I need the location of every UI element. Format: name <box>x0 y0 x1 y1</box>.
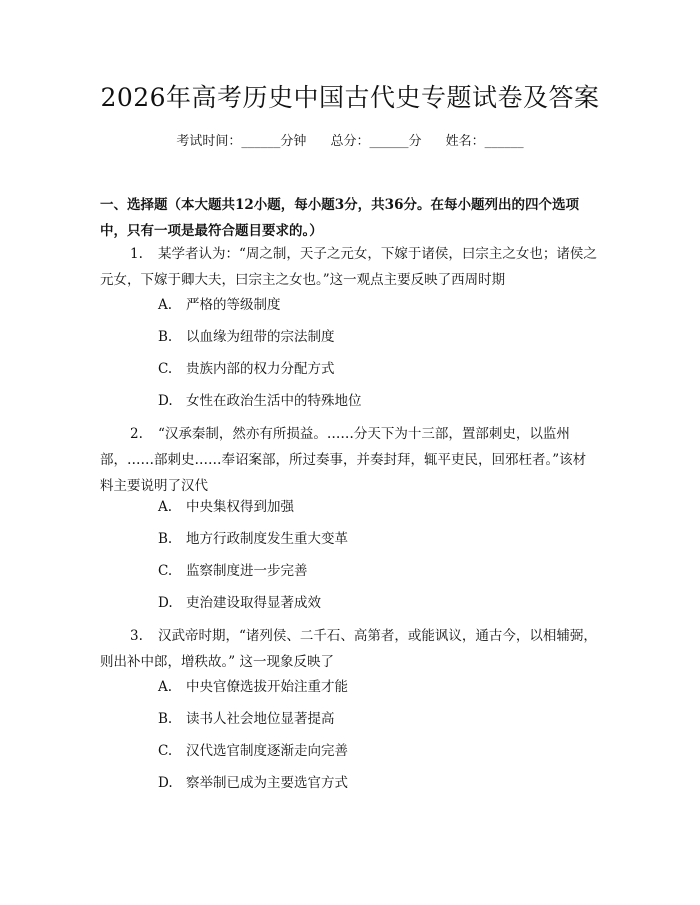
question-number: 2. <box>130 426 143 442</box>
option-text: 贵族内部的权力分配方式 <box>186 361 335 377</box>
document-title: 2026年高考历史中国古代史专题试卷及答案 <box>100 83 600 112</box>
question-2-option-b <box>158 528 578 550</box>
question-1-option-d <box>158 390 578 412</box>
question-1-option-c <box>158 358 578 380</box>
question-stem: “汉承秦制，然亦有所损益。……分天下为十三部，置部刺史，以监州部，……部刺史……奉诏案部，所过奏事，并奏封拜，辄平吏民，回邪枉者。”该材料主要说明了汉代 <box>100 426 587 494</box>
question-2-option-c <box>158 560 578 582</box>
question-3 <box>100 623 598 675</box>
option-text: 严格的等级制度 <box>186 297 281 313</box>
question-3-option-a <box>158 676 578 698</box>
exam-time-field: 考试时间：______分钟 <box>176 134 307 149</box>
option-letter: A. <box>158 499 173 515</box>
option-text: 女性在政治生活中的特殊地位 <box>186 393 362 409</box>
question-3-option-c <box>158 740 578 762</box>
question-2-option-a <box>158 496 578 518</box>
option-text: 读书人社会地位显著提高 <box>186 711 335 727</box>
question-3-option-b <box>158 708 578 730</box>
option-letter: A. <box>158 297 173 313</box>
option-text: 汉代选官制度逐渐走向完善 <box>186 743 348 759</box>
option-letter: B. <box>158 329 173 345</box>
option-letter: C. <box>158 361 173 377</box>
question-3-option-d <box>158 772 578 794</box>
option-letter: D. <box>158 393 173 409</box>
question-1 <box>100 241 598 293</box>
option-text: 以血缘为纽带的宗法制度 <box>186 329 335 345</box>
option-text: 监察制度进一步完善 <box>186 563 308 579</box>
option-letter: C. <box>158 563 173 579</box>
question-stem: 某学者认为：“周之制，天子之元女，下嫁于诸侯，曰宗主之女也；诸侯之元女，下嫁于卿大夫，曰宗主之女也。”这一观点主要反映了西周时期 <box>100 246 597 288</box>
question-1-option-a <box>158 294 578 316</box>
question-1-option-b <box>158 326 578 348</box>
option-text: 地方行政制度发生重大变革 <box>186 531 348 547</box>
question-stem: 汉武帝时期，“诸列侯、二千石、高第者，或能讽议，通古今，以相辅弼，则出补中郎，增秩故。” 这一现象反映了 <box>100 628 597 670</box>
question-2 <box>100 421 598 499</box>
option-letter: C. <box>158 743 173 759</box>
option-text: 察举制已成为主要选官方式 <box>186 775 348 791</box>
student-name-field: 姓名：______ <box>445 134 524 149</box>
question-number: 3. <box>130 628 143 644</box>
question-2-option-d <box>158 592 578 614</box>
option-text: 中央集权得到加强 <box>186 499 294 515</box>
option-letter: A. <box>158 679 173 695</box>
total-score-field: 总分：______分 <box>330 134 422 149</box>
option-letter: B. <box>158 711 173 727</box>
section-heading: 一、选择题（本大题共12小题，每小题3分，共36分。在每小题列出的四个选项中，只有一项是最符合题目要求的。） <box>100 197 579 239</box>
exam-info-row <box>0 132 700 152</box>
question-number: 1. <box>130 246 143 262</box>
option-text: 中央官僚选拔开始注重才能 <box>186 679 348 695</box>
option-letter: D. <box>158 775 173 791</box>
option-letter: D. <box>158 595 173 611</box>
option-text: 吏治建设取得显著成效 <box>186 595 321 611</box>
option-letter: B. <box>158 531 173 547</box>
